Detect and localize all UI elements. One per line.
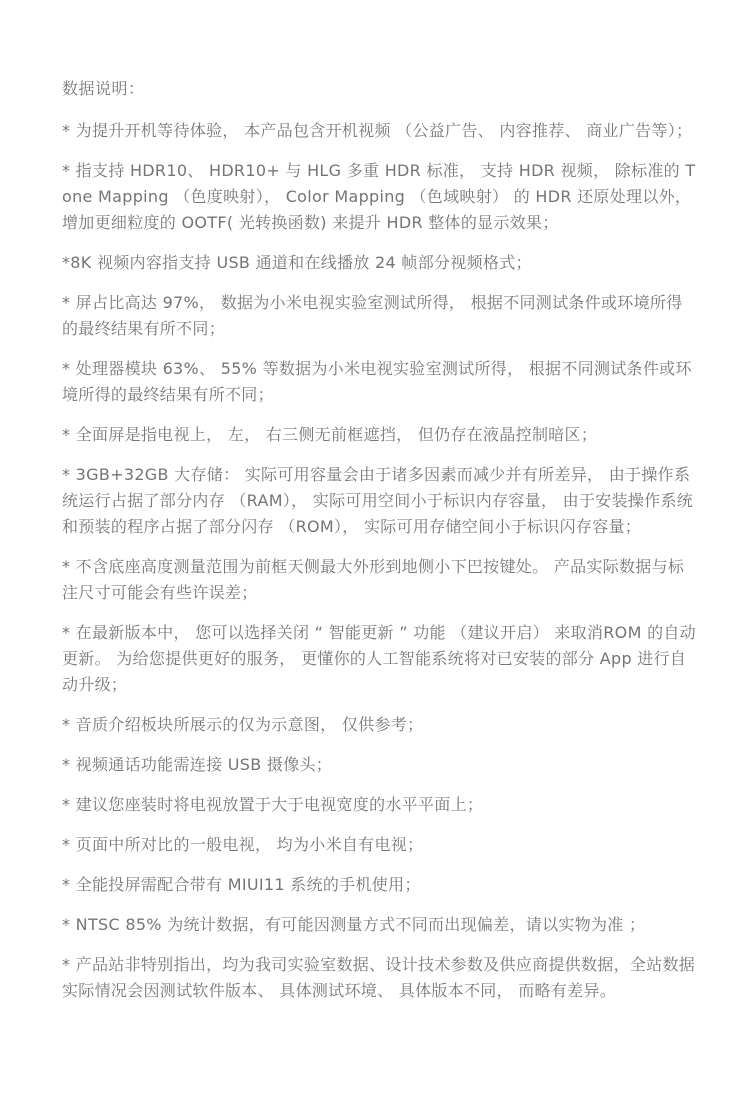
notes-list — [62, 118, 696, 1004]
note-item: * 在最新版本中， 您可以选择关闭 “ 智能更新 ” 功能 （建议开启） 来取消ROM 的自动更新。 为给您提供更好的服务， 更懂你的人工智能系统将对已安装的部分 App 进行自动升级； — [62, 623, 696, 694]
note-item: * 全面屏是指电视上， 左， 右三侧无前框遮挡， 但仍存在液晶控制暗区； — [62, 425, 598, 444]
note-item: * 音质介绍板块所展示的仅为示意图， 仅供参考； — [62, 715, 424, 734]
note-item: * 处理器模块 63%、 55% 等数据为小米电视实验室测试所得， 根据不同测试条件或环境所得的最终结果有所不同； — [62, 359, 692, 404]
note-item: * 不含底座高度测量范围为前框天侧最大外形到地侧小下巴按键处。 产品实际数据与标注尺寸可能会有些许误差； — [62, 557, 685, 602]
note-item: * 建议您座装时将电视放置于大于电视宽度的水平平面上； — [62, 795, 484, 814]
note-item: * 为提升开机等待体验， 本产品包含开机视频 （公益广告、 内容推荐、 商业广告等）； — [62, 121, 693, 140]
note-item: * 全能投屏需配合带有 MIUI11 系统的手机使用； — [62, 875, 421, 894]
note-item: * 指支持 HDR10、 HDR10+ 与 HLG 多重 HDR 标准， 支持 HDR 视频， 除标准的 Tone Mapping （色度映射）， Color Mapping （色域映射） 的 HDR 还原处理以外，增加更细粒度的 OOTF( 光转换函数) 来提升 HDR 整体的显示效果； — [62, 161, 696, 232]
note-item: * 产品站非特别指出，均为我司实验室数据、设计技术参数及供应商提供数据，全站数据实际情况会因测试软件版本、 具体测试环境、 具体版本不同， 而略有差异。 — [62, 955, 696, 1000]
note-item: * 页面中所对比的一般电视， 均为小米自有电视； — [62, 835, 424, 854]
note-item: *8K 视频内容指支持 USB 通道和在线播放 24 帧部分视频格式； — [62, 253, 532, 272]
note-item: * 视频通话功能需连接 USB 摄像头； — [62, 755, 333, 774]
note-item: * 3GB+32GB 大存储： 实际可用容量会由于诸多因素而减少并有所差异， 由于操作系统运行占据了部分内存 （RAM）， 实际可用空间小于标识内存容量， 由于安装操作系统和预装的程序占据了部分闪存 （ROM）， 实际可用存储空间小于标识闪存容量； — [62, 465, 694, 536]
note-item: * NTSC 85% 为统计数据，有可能因测量方式不同而出现偏差，请以实物为准 ； — [62, 915, 646, 934]
note-item: * 屏占比高达 97%， 数据为小米电视实验室测试所得， 根据不同测试条件或环境所得的最终结果有所不同； — [62, 293, 683, 338]
section-title: 数据说明： — [62, 79, 145, 98]
